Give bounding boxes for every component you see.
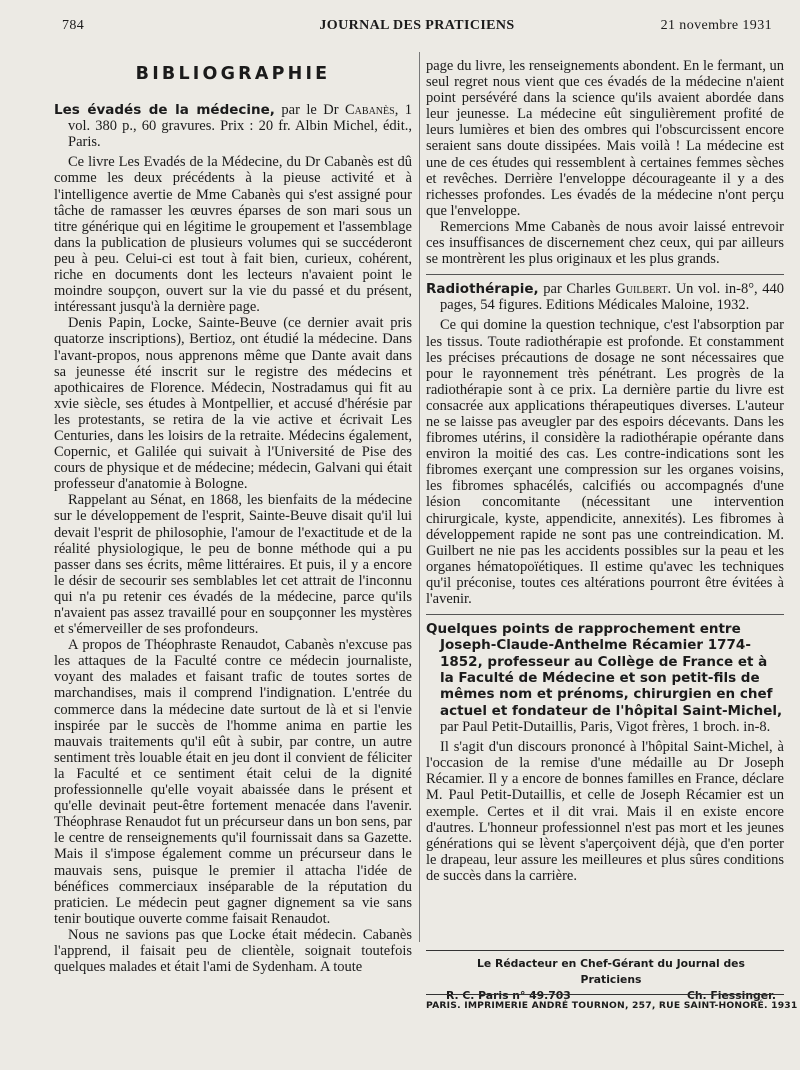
book-details: , 1 vol. 380 p., 60 gravures. Prix : 20 fr. Albin Michel, édit., Paris. — [68, 102, 413, 151]
review-paragraph: Ce livre Les Evadés de la Médecine, du Dr Cabanès est dû comme les deux précédents à la pieuse activité et à l'intelligence avertie de Mme Cabanès qui s'est assigné pour tâche de ramasser les œuvres éparses de son mari sous un titre générique qui en légitime le groupement et l'assemblage dans la publication de plusieurs volumes qui se succéderont peu à peu. Celui-ci est tout à fait bien, curieux, cohérent, riche en documents dont les lecteurs n'avaient point le moindre soupçon, ouvert sur la vie du passé et du présent, intéressant jusqu'à la dernière page. — [54, 154, 412, 316]
footer-rule — [426, 994, 784, 995]
editor-line: Le Rédacteur en Chef-Gérant du Journal des Praticiens — [477, 957, 745, 986]
book-author: Guilbert — [615, 281, 668, 298]
book-details: . Un vol. in-8°, 440 pages, 54 figures. Editions Médicales Maloine, 1932. — [440, 281, 784, 314]
printer-imprint: PARIS. IMPRIMERIE ANDRÉ TOURNON, 257, RUE SAINT-HONORÉ. 1931 — [426, 1000, 798, 1011]
review-paragraph: Rappelant au Sénat, en 1868, les bienfaits de la médecine sur le développement de l'esprit, Sainte-Beuve disait qu'il lui devait l'esprit de philosophie, l'amour de l'exactitude et de la réalité physiologique, le peu de bonne méthode qui a pu passer dans ses écrits, même littéraires. Et puis, il y a encore le désir de secourir ses semblables let cet attrait de l'inconnu qui n'a pu retenir ces évadés de la médecine, parce qu'ils n'avaient pas assez travaillé pour en soupçonner les mystères et s'émerveiller de ses profondeurs. — [54, 492, 412, 638]
review-paragraph: page du livre, les renseignements abondent. En le fermant, un seul regret nous vient que ces évadés de la médecine n'aient point persévéré dans la science qu'ils avaient abordée dans leur jeunesse. La médecine eût singulièrement profité de leurs lumières et bien des ombres qui l'obscurcissent encore seraient sans doute dissipées. Mais voilà ! La médecine est une de ces études qui ressemblent à certaines femmes sèches et revêches. Derrière l'enveloppe décourageante il y a des richesses profondes. Les évadés de la médecine n'ont perçu que l'enveloppe. — [426, 58, 784, 219]
journal-title: JOURNAL DES PRATICIENS — [319, 18, 515, 33]
page-number: 784 — [62, 18, 85, 33]
review-paragraph: Denis Papin, Locke, Sainte-Beuve (ce dernier avait pris quatorze inscriptions), Bertioz, ont étudié la médecine. Dans l'avant-propos, nous apprenons même que Dante avait dans sa jeunesse été inscrit sur le registre des médecins et apothicaires de Florence. Médecin, Nostradamus qui fit au xvie siècle, ses études à Montpellier, et accusé d'hérésie par les protestants, se retira de la vie active et écrivait Les Centuries, dans les loisirs de la retraite. Médecins également, Copernic, et Galilée qui suivait à l'Université de Pise des cours de physique et de médecine; médecin, Galvani qui était professeur d'anatomie à Bologne. — [54, 315, 412, 493]
right-column — [426, 58, 784, 884]
book-details: par Paul Petit-Dutaillis, Paris, Vigot frères, 1 broch. in-8. — [440, 718, 771, 735]
entry-separator — [426, 274, 784, 275]
left-column — [54, 58, 412, 975]
book-entry-radiotherapie — [426, 281, 784, 313]
review-paragraph: Remercions Mme Cabanès de nous avoir laissé entrevoir ces insuffisances de discernement chez ceux, qui par ailleurs se montrèrent les plus originaux et les plus grands. — [426, 218, 784, 268]
book-entry-recamier — [426, 621, 784, 735]
book-title: Les évadés de la médecine, — [54, 102, 275, 119]
review-paragraph: Ce qui domine la question technique, c'est l'absorption par les tissus. Toute radiothérapie est profonde. Et constamment les précises précautions de dosage ne sont nécessaires que pour le rayonnement très pénétrant. Les progrès de la radiothérapie sont à ce prix. La dernière partie du livre est consacrée aux applications thérapeutiques diverses. L'auteur ne se laisse pas aveugler par des espoirs décevants. Dans les fibromes utérins, il considère la radiothérapie opérante dans environ la moitié des cas. Les contre-indications sont les fibromes exerçant une compression sur les organes voisins, les fibromes sphacélés, calcifiés ou accompagnés d'une lésion concomitante (nécessitant une intervention chirurgicale, kyste, appendicite, annexités). Les fibromes à développement rapide ne sont pas une contreindication. M. Guilbert ne nie pas les accidents possibles sur la peau et les organes hématopoïétiques. Il estime qu'avec les techniques qu'il préconise, toutes ces altérations pourront être évitées à l'avenir. — [426, 317, 784, 607]
book-author-prefix: par le Dr — [274, 102, 346, 119]
editor-footer — [446, 956, 776, 1004]
review-paragraph: Nous ne savions pas que Locke était médecin. Cabanès l'apprend, il faisait peu de clientèle, soignait toutefois quelques malades et était l'ami de Sydenham. A toute — [54, 926, 412, 976]
book-title: Quelques points de rapprochement entre Joseph-Claude-Anthelme Récamier 1774-1852, professeur au Collège de France et à la Faculté de Médecine et son petit-fils de mêmes nom et prénoms, chirurgien en chef actuel et fondateur de l'hôpital Saint-Michel, — [426, 621, 783, 719]
editor-signature: Ch. Fiessinger. — [686, 989, 776, 1002]
section-title: BIBLIOGRAPHIE — [135, 64, 331, 84]
book-author-prefix: par Charles — [538, 281, 616, 298]
book-title: Radiothérapie, — [426, 281, 539, 298]
footer-rule — [426, 950, 784, 951]
entry-separator — [426, 614, 784, 615]
running-header — [62, 18, 772, 38]
registration-number: R. C. Paris n° 49.703 — [446, 989, 571, 1002]
book-entry-evades — [54, 102, 412, 150]
issue-date: 21 novembre 1931 — [660, 18, 772, 33]
review-paragraph: Il s'agit d'un discours prononcé à l'hôpital Saint-Michel, à l'occasion de la remise d'une médaille au Dr Joseph Récamier. Il y a encore de bonnes familles en France, déclare M. Paul Petit-Dutaillis, et celle de Joseph Récamier est un exemple. Certes et il dit vrai. Mais il en existe encore d'autres. L'honneur professionnel n'est pas mort et les jeunes générations qui se lèvent s'aperçoivent déjà, que d'en porter le drapeau, leur assure les meilleures et plus sûres conditions de succès dans la carrière. — [426, 739, 784, 884]
column-divider — [419, 52, 420, 942]
review-paragraph: A propos de Théophraste Renaudot, Cabanès n'excuse pas les attaques de la Faculté contre ce médecin journaliste, voyant des malades et faisant trafic de toutes sortes de marchandises, mais il comprend l'indignation. L'entrée du commerce dans la médecine date surtout de là et si l'envie inspirée par le succès de l'homme anima en partie les mauvais traitements qu'il eût à subir, par contre, un autre sentiment très louable était en jeu dont il convient de féliciter la Faculté et ce sentiment était celui de la dignité professionnelle qu'elle voyait abaissée dans le présent et qu'elle devinait peut-être fortement menacée dans l'avenir. Théophrase Renaudot fut un précurseur dans un bon sens, par le centre de renseignements qu'il fournissait dans sa Gazette. Mais il s'impose également comme un précurseur dans le mauvais sens, puisque le premier il attacha l'idée de bénéfices commerciaux inséparable de la réputation du praticien. Le médecin peut gagner dignement sa vie sans tenir boutique ouverte comme faisait Renaudot. — [54, 637, 412, 927]
book-author: Cabanès — [345, 102, 395, 119]
